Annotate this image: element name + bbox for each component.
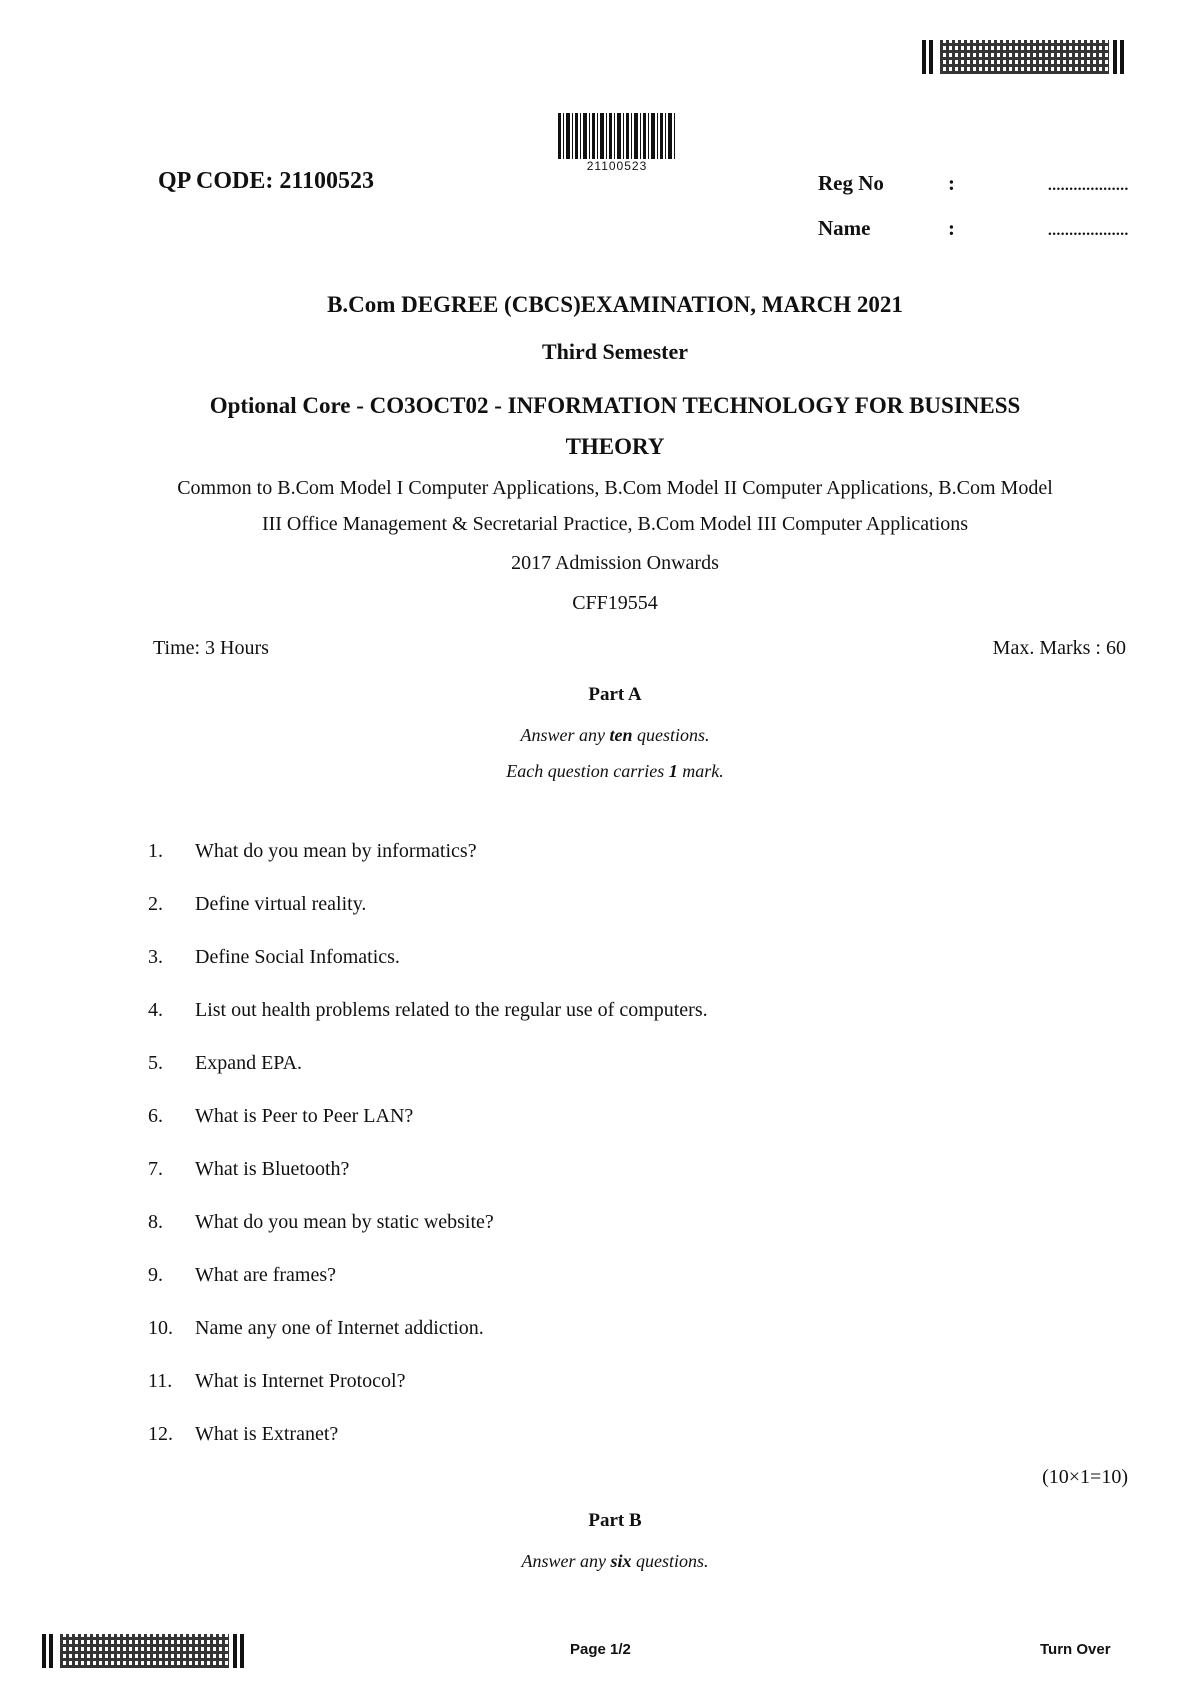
part-a-instruction-1 (90, 725, 1140, 746)
bottom-left-barcode (42, 1634, 247, 1668)
instr-text: questions. (631, 1551, 709, 1571)
name-row (818, 216, 1128, 241)
course-line-1: Optional Core - CO3OCT02 - INFORMATION TECHNOLOGY FOR BUSINESS (209, 393, 1021, 418)
name-value: ................... (1047, 216, 1128, 240)
question-item (148, 1370, 1148, 1423)
paper-code: CFF19554 (572, 592, 658, 614)
question-number: 6. (148, 1105, 163, 1127)
question-item (148, 893, 1148, 946)
reg-no-value: ................... (1047, 171, 1128, 195)
question-number: 4. (148, 999, 163, 1021)
question-text: Expand EPA. (195, 1052, 303, 1074)
question-number: 1. (148, 840, 163, 862)
max-marks: Max. Marks : 60 (992, 637, 1126, 659)
question-text: What is Bluetooth? (195, 1158, 350, 1180)
reg-no-label: Reg No (818, 171, 884, 195)
question-text: List out health problems related to the regular use of computers. (195, 999, 708, 1021)
question-number: 8. (148, 1211, 163, 1233)
instr-bold: 1 (668, 761, 678, 781)
question-text: What do you mean by static website? (195, 1211, 494, 1233)
qp-code: QP CODE: 21100523 (158, 168, 375, 194)
question-number: 7. (148, 1158, 163, 1180)
part-a-title: Part A (588, 684, 642, 705)
question-item (148, 1211, 1148, 1264)
semester: Third Semester (541, 339, 689, 364)
question-text: Define virtual reality. (195, 893, 367, 915)
admission: 2017 Admission Onwards (511, 552, 719, 574)
question-list (148, 840, 1148, 1476)
question-number: 11. (148, 1370, 173, 1392)
question-item (148, 1158, 1148, 1211)
reg-no-row (818, 171, 1128, 196)
instr-text: Answer any (520, 725, 610, 745)
question-item (148, 1105, 1148, 1158)
question-number: 10. (148, 1317, 173, 1339)
instr-text: mark. (677, 761, 724, 781)
course-line-2: THEORY (565, 434, 665, 459)
question-item (148, 946, 1148, 999)
question-text: What is Peer to Peer LAN? (195, 1105, 414, 1127)
instr-bold: ten (609, 725, 633, 745)
part-a-marks-total: (10×1=10) (1042, 1466, 1128, 1488)
name-colon: : (948, 216, 955, 240)
part-b-instruction-1 (90, 1551, 1140, 1572)
question-item (148, 840, 1148, 893)
common-line-1: Common to B.Com Model I Computer Applications, B.Com Model II Computer Applications, B.Com Model (177, 477, 1053, 499)
instr-text: Answer any (521, 1551, 611, 1571)
question-number: 5. (148, 1052, 163, 1074)
name-label: Name (818, 216, 871, 240)
part-b-title: Part B (588, 1510, 642, 1531)
common-line-2: III Office Management & Secretarial Practice, B.Com Model III Computer Applications (261, 513, 969, 535)
exam-title: B.Com DEGREE (CBCS)EXAMINATION, MARCH 2021 (327, 292, 903, 317)
question-item (148, 1317, 1148, 1370)
question-item (148, 1423, 1148, 1476)
turn-over: Turn Over (1040, 1641, 1111, 1658)
barcode-number: 21100523 (586, 159, 648, 173)
common-to (90, 470, 1140, 542)
question-item (148, 1052, 1148, 1105)
instr-text: questions. (632, 725, 710, 745)
reg-no-colon: : (948, 171, 955, 195)
instr-text: Each question carries (506, 761, 669, 781)
qp-barcode (558, 113, 676, 159)
question-item (148, 999, 1148, 1052)
question-text: What is Extranet? (195, 1423, 339, 1445)
part-a-instruction-2 (90, 761, 1140, 782)
question-text: Define Social Infomatics. (195, 946, 400, 968)
instr-bold: six (610, 1551, 632, 1571)
question-number: 3. (148, 946, 163, 968)
question-text: Name any one of Internet addiction. (195, 1317, 484, 1339)
question-number: 2. (148, 893, 163, 915)
question-item (148, 1264, 1148, 1317)
top-right-barcode (922, 40, 1127, 74)
question-text: What do you mean by informatics? (195, 840, 477, 862)
question-text: What is Internet Protocol? (195, 1370, 406, 1392)
question-number: 9. (148, 1264, 163, 1286)
page-number: Page 1/2 (570, 1641, 631, 1658)
question-number: 12. (148, 1423, 173, 1445)
course-title (120, 385, 1110, 467)
question-text: What are frames? (195, 1264, 337, 1286)
time: Time: 3 Hours (153, 637, 269, 659)
